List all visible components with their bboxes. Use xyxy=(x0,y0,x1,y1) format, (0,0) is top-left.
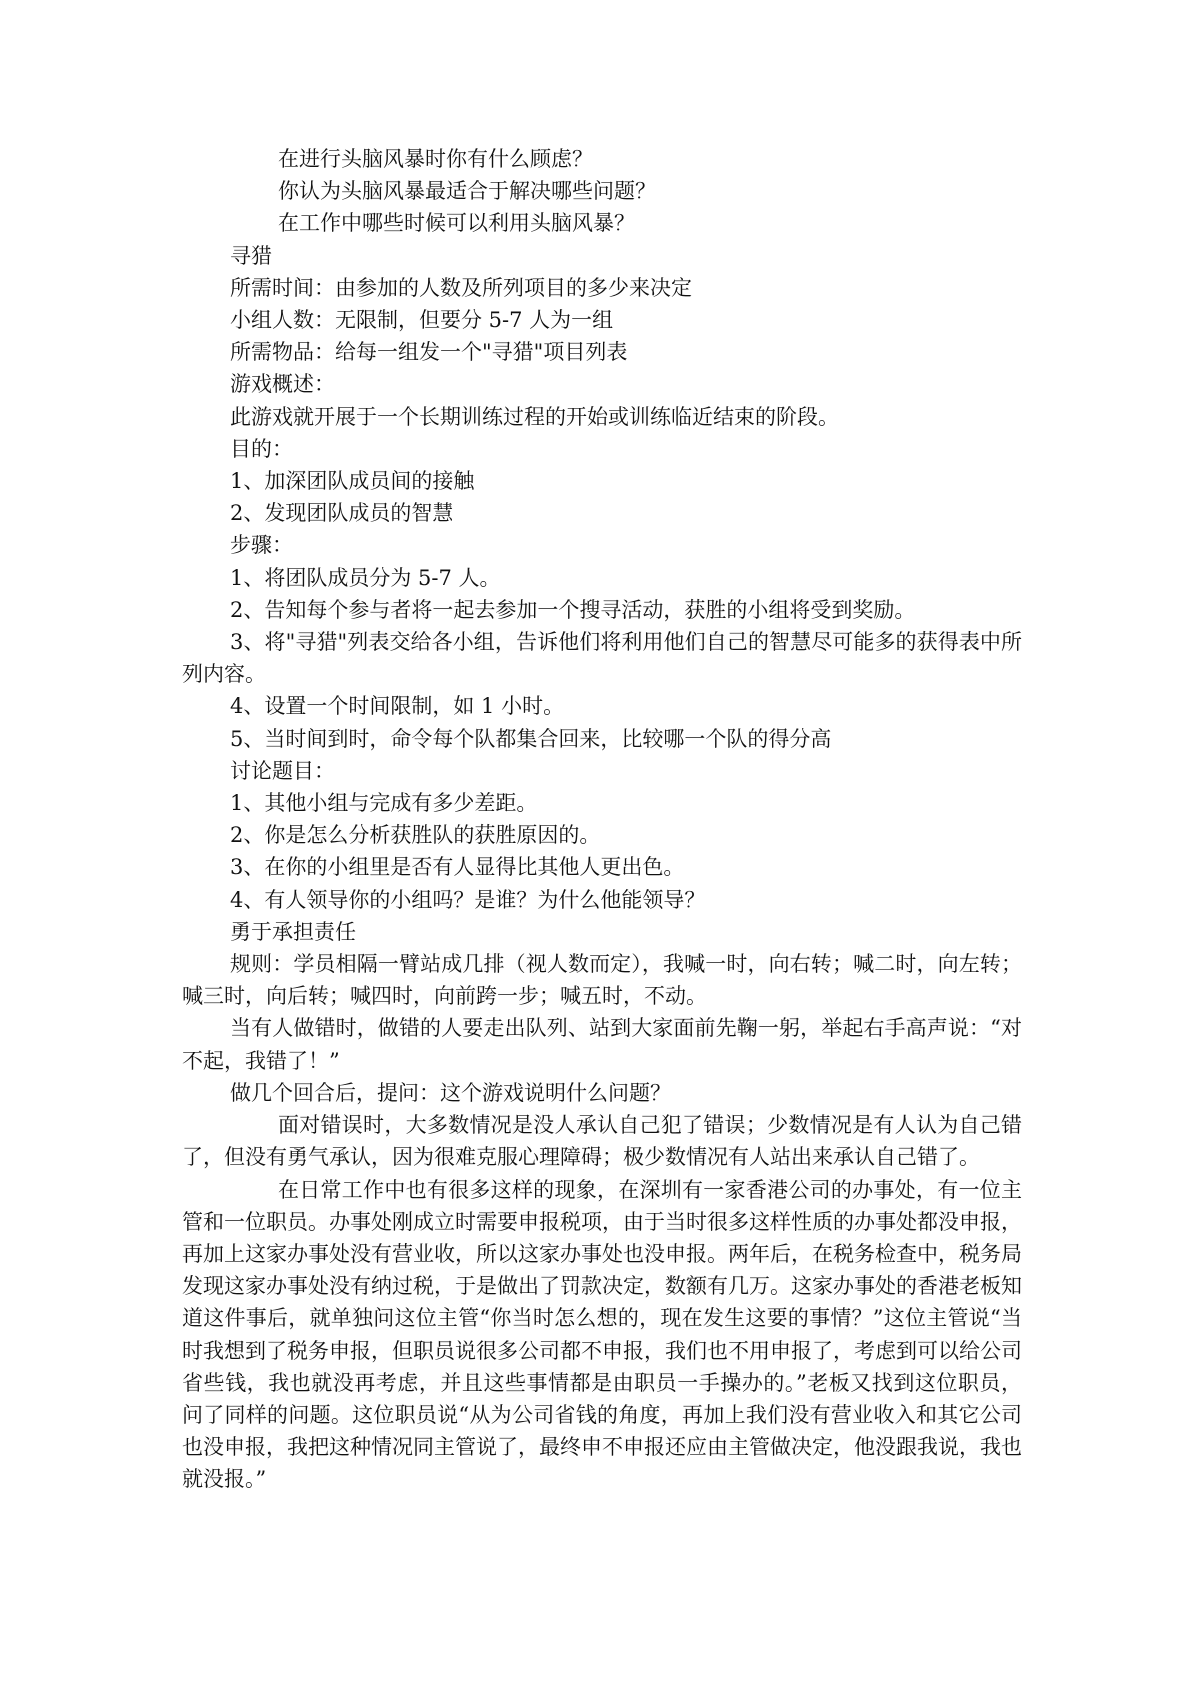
paragraph: 面对错误时，大多数情况是没人承认自己犯了错误；少数情况是有人认为自己错了，但没有勇气承认，因为很难克服心理障碍；极少数情况有人站出来承认自己错了。 xyxy=(182,1113,1022,1170)
list-item: 1、加深团队成员间的接触 xyxy=(230,469,475,494)
document-body xyxy=(182,143,1022,1496)
section-title: 寻猎 xyxy=(230,243,272,268)
list-item: 3、将"寻猎"列表交给各小组，告诉他们将利用他们自己的智慧尽可能多的获得表中所列内容。 xyxy=(182,630,1022,687)
paragraph: 在日常工作中也有很多这样的现象，在深圳有一家香港公司的办事处，有一位主管和一位职员。办事处刚成立时需要申报税项，由于当时很多这样性质的办事处都没申报，再加上这家办事处没有营业收，所以这家办事处也没申报。两年后，在税务检查中，税务局发现这家办事处没有纳过税，于是做出了罚款决定，数额有几万。这家办事处的香港老板知道这件事后，就单独问这位主管“你当时怎么想的，现在发生这要的事情？”这位主管说“当时我想到了税务申报，但职员说很多公司都不申报，我们也不用申报了，考虑到可以给公司省些钱，我也就没再考虑，并且这些事情都是由职员一手操办的。”老板又找到这位职员，问了同样的问题。这位职员说“从为公司省钱的角度，再加上我们没有营业收入和其它公司也没申报，我把这种情况同主管说了，最终申不申报还应由主管做决定，他没跟我说，我也就没报。” xyxy=(182,1177,1022,1492)
list-item: 4、有人领导你的小组吗？是谁？为什么他能领导？ xyxy=(230,887,706,912)
list-item: 2、你是怎么分析获胜队的获胜原因的。 xyxy=(230,823,601,848)
subheading: 步骤： xyxy=(230,533,293,558)
list-item: 2、告知每个参与者将一起去参加一个搜寻活动，获胜的小组将受到奖励。 xyxy=(230,597,916,622)
info-line: 小组人数：无限制，但要分 5-7 人为一组 xyxy=(230,308,614,333)
question-line: 在工作中哪些时候可以利用头脑风暴？ xyxy=(278,211,635,236)
info-line: 所需时间：由参加的人数及所列项目的多少来决定 xyxy=(230,275,692,300)
paragraph: 此游戏就开展于一个长期训练过程的开始或训练临近结束的阶段。 xyxy=(230,404,839,429)
question-line: 在进行头脑风暴时你有什么顾虑？ xyxy=(278,147,593,171)
list-item: 3、在你的小组里是否有人显得比其他人更出色。 xyxy=(230,855,685,880)
subheading: 游戏概述： xyxy=(230,372,335,397)
paragraph: 做几个回合后，提问：这个游戏说明什么问题？ xyxy=(230,1080,671,1105)
list-item: 2、发现团队成员的智慧 xyxy=(230,501,454,526)
list-item: 4、设置一个时间限制，如 1 小时。 xyxy=(230,694,565,719)
list-item: 1、其他小组与完成有多少差距。 xyxy=(230,791,538,816)
list-item: 1、将团队成员分为 5-7 人。 xyxy=(230,565,501,590)
paragraph: 规则：学员相隔一臂站成几排（视人数而定），我喊一时，向右转；喊二时，向左转；喊三时，向后转；喊四时，向前跨一步；喊五时，不动。 xyxy=(182,952,1022,1009)
question-line: 你认为头脑风暴最适合于解决哪些问题？ xyxy=(278,179,656,204)
paragraph: 当有人做错时，做错的人要走出队列、站到大家面前先鞠一躬，举起右手高声说：“对不起，我错了！” xyxy=(182,1016,1022,1073)
subheading: 目的： xyxy=(230,436,293,461)
info-line: 所需物品：给每一组发一个"寻猎"项目列表 xyxy=(230,340,628,365)
list-item: 5、当时间到时，命令每个队都集合回来，比较哪一个队的得分高 xyxy=(230,726,832,751)
subheading: 讨论题目： xyxy=(230,758,335,783)
section-title: 勇于承担责任 xyxy=(230,919,356,944)
